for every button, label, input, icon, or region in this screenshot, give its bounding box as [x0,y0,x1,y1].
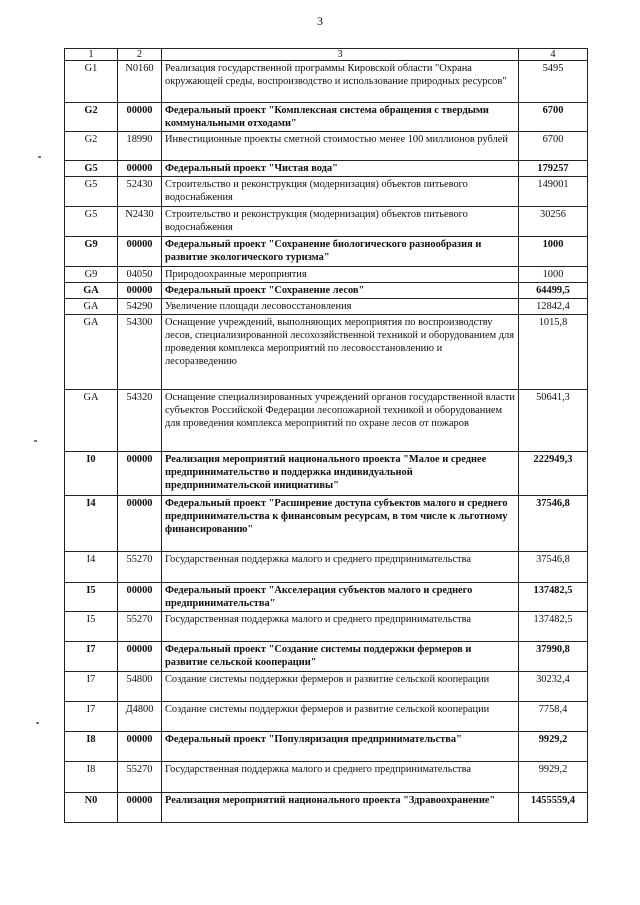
header-col-2: 2 [118,49,162,61]
header-col-4: 4 [519,49,588,61]
cell-subcode: Д4800 [118,702,162,732]
table-row [65,762,588,793]
cell-subcode: 00000 [118,161,162,177]
page-number: 3 [317,14,323,28]
table-row [65,132,588,161]
cell-description: Создание системы поддержки фермеров и развитие сельской кооперации [162,672,519,702]
cell-code: G9 [65,237,118,267]
cell-description: Реализация государственной программы Кировской области "Охрана окружающей среды, воспроизводство и использование природных ресурсов" [162,61,519,103]
cell-subcode: 00000 [118,103,162,132]
cell-subcode: 00000 [118,583,162,612]
table-row [65,315,588,390]
table-row [65,177,588,207]
cell-amount: 37546,8 [519,552,588,583]
cell-code: G5 [65,161,118,177]
header-col-3: 3 [162,49,519,61]
cell-description: Оснащение специализированных учреждений органов государственной власти субъектов Российской Федерации лесопожарной техникой и оборудованием для проведения комплекса мероприятий по охране лесов от пожаров [162,390,519,452]
cell-code: G1 [65,61,118,103]
cell-amount: 149001 [519,177,588,207]
cell-amount: 30256 [519,207,588,237]
table-row [65,612,588,642]
cell-amount: 6700 [519,103,588,132]
cell-amount: 37546,8 [519,496,588,552]
cell-description: Оснащение учреждений, выполняющих мероприятия по воспроизводству лесов, специализированной лесохозяйственной техникой и оборудованием для проведения комплекса мероприятий по лесовосстановлению и лесоразведению [162,315,519,390]
cell-subcode: 00000 [118,496,162,552]
cell-description: Увеличение площади лесовосстановления [162,299,519,315]
cell-code: I7 [65,672,118,702]
table-row [65,283,588,299]
cell-code: GA [65,299,118,315]
cell-code: G9 [65,267,118,283]
cell-code: N0 [65,793,118,823]
table-row [65,496,588,552]
cell-amount: 12842,4 [519,299,588,315]
cell-amount: 5495 [519,61,588,103]
cell-amount: 137482,5 [519,612,588,642]
cell-code: I5 [65,612,118,642]
cell-subcode: 55270 [118,762,162,793]
table-header-row [65,49,588,61]
cell-code: I7 [65,702,118,732]
scan-mark [34,440,37,442]
cell-subcode: 54300 [118,315,162,390]
cell-description: Государственная поддержка малого и среднего предпринимательства [162,612,519,642]
cell-description: Федеральный проект "Расширение доступа субъектов малого и среднего предпринимательства к финансовым ресурсам, в том числе к льготному финансированию" [162,496,519,552]
cell-amount: 1000 [519,267,588,283]
cell-code: I5 [65,583,118,612]
cell-subcode: 00000 [118,642,162,672]
cell-subcode: 54320 [118,390,162,452]
cell-subcode: N0160 [118,61,162,103]
cell-code: G5 [65,207,118,237]
cell-amount: 64499,5 [519,283,588,299]
cell-code: I7 [65,642,118,672]
cell-code: G5 [65,177,118,207]
cell-amount: 50641,3 [519,390,588,452]
scan-mark [38,156,41,158]
cell-code: I4 [65,496,118,552]
cell-subcode: 18990 [118,132,162,161]
table-row [65,583,588,612]
cell-description: Федеральный проект "Создание системы поддержки фермеров и развитие сельской кооперации" [162,642,519,672]
cell-amount: 37990,8 [519,642,588,672]
cell-code: GA [65,315,118,390]
table-row [65,267,588,283]
table-row [65,103,588,132]
cell-description: Федеральный проект "Акселерация субъектов малого и среднего предпринимательства" [162,583,519,612]
cell-subcode: N2430 [118,207,162,237]
cell-amount: 137482,5 [519,583,588,612]
table-row [65,642,588,672]
cell-code: G2 [65,132,118,161]
cell-description: Реализация мероприятий национального проекта "Здравоохранение" [162,793,519,823]
header-col-1: 1 [65,49,118,61]
cell-description: Федеральный проект "Комплексная система обращения с твердыми коммунальными отходами" [162,103,519,132]
table-row [65,207,588,237]
cell-description: Государственная поддержка малого и среднего предпринимательства [162,552,519,583]
cell-amount: 222949,3 [519,452,588,496]
cell-description: Реализация мероприятий национального проекта "Малое и среднее предпринимательство и поддержка индивидуальной предпринимательской инициативы" [162,452,519,496]
cell-amount: 9929,2 [519,732,588,762]
table-row [65,299,588,315]
table-body [65,61,588,823]
cell-amount: 9929,2 [519,762,588,793]
cell-code: G2 [65,103,118,132]
cell-subcode: 54800 [118,672,162,702]
cell-amount: 30232,4 [519,672,588,702]
table-row [65,452,588,496]
cell-subcode: 55270 [118,612,162,642]
cell-code: GA [65,390,118,452]
cell-description: Государственная поддержка малого и среднего предпринимательства [162,762,519,793]
cell-amount: 1015,8 [519,315,588,390]
cell-subcode: 52430 [118,177,162,207]
budget-table [64,48,588,823]
table-row [65,161,588,177]
table-row [65,552,588,583]
scan-mark [36,722,39,724]
table-row [65,390,588,452]
cell-amount: 179257 [519,161,588,177]
cell-subcode: 00000 [118,793,162,823]
cell-code: GA [65,283,118,299]
cell-description: Федеральный проект "Сохранение лесов" [162,283,519,299]
cell-description: Создание системы поддержки фермеров и развитие сельской кооперации [162,702,519,732]
cell-subcode: 54290 [118,299,162,315]
table-row [65,702,588,732]
cell-subcode: 00000 [118,283,162,299]
cell-code: I0 [65,452,118,496]
cell-amount: 1455559,4 [519,793,588,823]
cell-description: Строительство и реконструкция (модернизация) объектов питьевого водоснабжения [162,207,519,237]
cell-subcode: 55270 [118,552,162,583]
cell-description: Федеральный проект "Чистая вода" [162,161,519,177]
table-row [65,237,588,267]
cell-subcode: 00000 [118,452,162,496]
cell-code: I8 [65,732,118,762]
cell-code: I4 [65,552,118,583]
cell-subcode: 00000 [118,237,162,267]
cell-amount: 6700 [519,132,588,161]
cell-description: Федеральный проект "Сохранение биологического разнообразия и развитие экологического туризма" [162,237,519,267]
cell-description: Строительство и реконструкция (модернизация) объектов питьевого водоснабжения [162,177,519,207]
table-row [65,793,588,823]
cell-amount: 7758,4 [519,702,588,732]
table-row [65,732,588,762]
cell-code: I8 [65,762,118,793]
cell-description: Природоохранные мероприятия [162,267,519,283]
cell-subcode: 00000 [118,732,162,762]
cell-amount: 1000 [519,237,588,267]
table-row [65,61,588,103]
table-row [65,672,588,702]
cell-subcode: 04050 [118,267,162,283]
cell-description: Федеральный проект "Популяризация предпринимательства" [162,732,519,762]
cell-description: Инвестиционные проекты сметной стоимостью менее 100 миллионов рублей [162,132,519,161]
